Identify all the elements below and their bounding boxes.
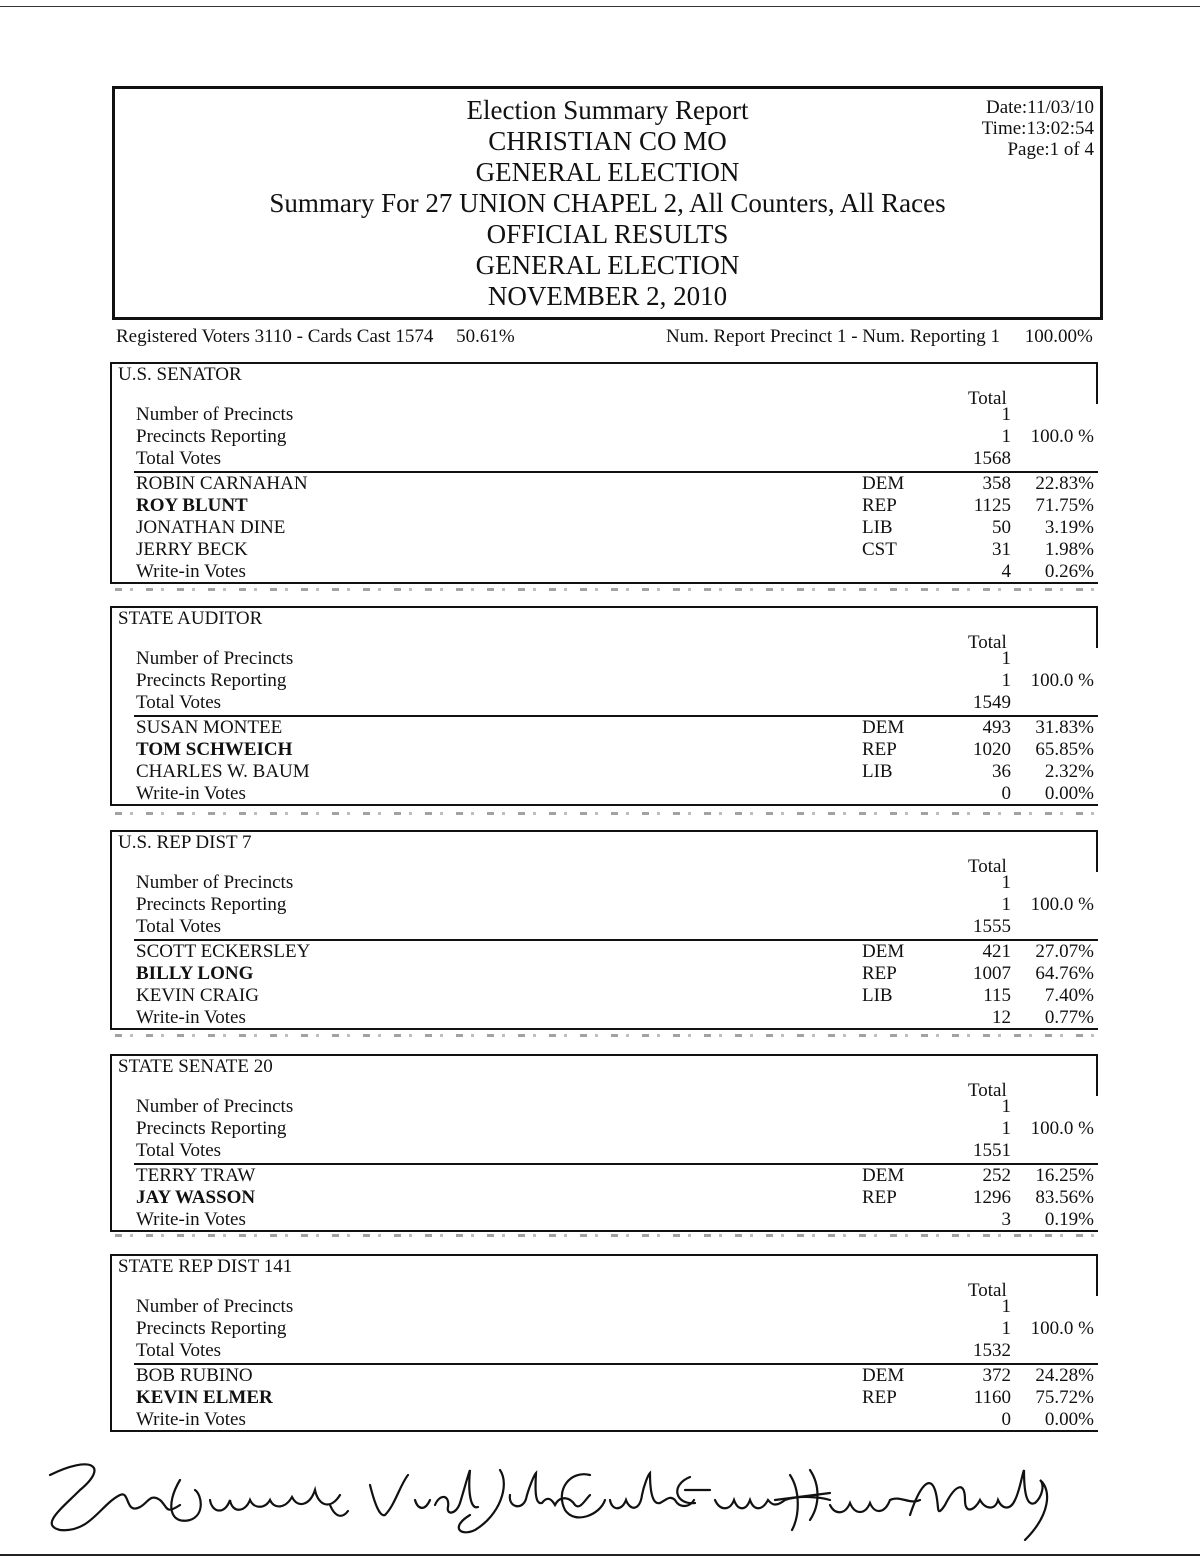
row-total: 1 [1001,1118,1011,1139]
race-title: STATE AUDITOR [118,608,263,629]
candidate-percent: 65.85% [1035,739,1094,760]
number-of-precincts-row [136,404,1096,426]
race-border [110,606,112,806]
candidate-votes: 0 [1001,783,1011,804]
scan-top-edge [0,6,1200,7]
race-title: U.S. SENATOR [118,364,242,385]
total-votes-row [136,916,1096,938]
county-name: CHRISTIAN CO MO [488,126,727,156]
candidate-row [136,783,1096,805]
candidate-votes: 3 [1001,1209,1011,1230]
report-meta [982,97,1094,160]
row-total: 1 [1001,426,1011,447]
number-of-precincts-row [136,1096,1096,1118]
candidate-votes: 358 [982,473,1011,494]
candidate-party: DEM [862,1165,905,1186]
candidate-row [136,1209,1096,1231]
handwritten-signatures [30,1445,1070,1555]
candidate-row [136,985,1096,1007]
candidate-percent: 0.26% [1044,561,1094,582]
candidate-name: KEVIN ELMER [136,1387,273,1408]
number-of-precincts-row [136,648,1096,670]
candidate-votes: 252 [982,1165,1011,1186]
candidate-votes: 1296 [973,1187,1011,1208]
total-votes-row [136,448,1096,470]
race-section [110,830,1098,1030]
candidate-percent: 75.72% [1035,1387,1094,1408]
row-label: Total Votes [136,1140,222,1161]
candidate-row [136,561,1096,583]
election-name-repeat: GENERAL ELECTION [475,250,740,280]
turnout-pct: 50.61% [456,326,515,347]
race-title: STATE SENATE 20 [118,1056,273,1077]
race-border [110,362,112,584]
row-total: 1549 [973,692,1011,713]
candidate-percent: 3.19% [1044,517,1094,538]
precincts-reporting-row [136,1118,1096,1140]
report-header-box [112,86,1103,320]
race-border [1096,830,1098,872]
total-column-header: Total [968,1080,1007,1101]
precinct-reporting-pct: 100.00% [1024,326,1093,347]
row-total: 1 [1001,894,1011,915]
summary-scope: Summary For 27 UNION CHAPEL 2, All Counters, All Races [269,188,946,218]
registered-voters-text: Registered Voters 3110 - Cards Cast 1574 [116,326,434,347]
candidate-name: ROBIN CARNAHAN [136,473,308,494]
row-label: Precincts Reporting [136,1118,287,1139]
candidate-name: BOB RUBINO [136,1365,253,1386]
candidate-percent: 27.07% [1035,941,1094,962]
election-date: NOVEMBER 2, 2010 [487,281,728,311]
candidate-row [136,761,1096,783]
candidate-votes: 36 [992,761,1011,782]
candidate-name: Write-in Votes [136,1409,246,1430]
candidate-party: CST [862,539,897,560]
total-votes-row [136,1140,1096,1162]
candidate-party: REP [862,963,897,984]
scan-noise [115,1234,1095,1237]
scan-bottom-edge [0,1554,1200,1556]
candidate-party: DEM [862,717,905,738]
total-column-header: Total [968,632,1007,653]
candidate-name: ROY BLUNT [136,495,248,516]
row-label: Number of Precincts [136,1096,294,1117]
row-label: Precincts Reporting [136,894,287,915]
registered-voters-summary [116,326,515,348]
candidate-row [136,739,1096,761]
row-total: 1 [1001,670,1011,691]
race-title: U.S. REP DIST 7 [118,832,252,853]
scan-noise [115,588,1095,591]
race-border [1096,1054,1098,1096]
candidate-votes: 1007 [973,963,1011,984]
candidate-name: Write-in Votes [136,783,246,804]
precincts-reporting-row [136,894,1096,916]
row-percent: 100.0 % [1030,1118,1094,1139]
candidate-row [136,717,1096,739]
candidate-name: TOM SCHWEICH [136,739,293,760]
race-border [110,830,112,1030]
precinct-reporting-text: Num. Report Precinct 1 - Num. Reporting 1 [666,326,1001,347]
report-page-number: Page:1 of 4 [1007,139,1094,160]
candidate-party: DEM [862,941,905,962]
precincts-reporting-row [136,1318,1096,1340]
results-status: OFFICIAL RESULTS [486,219,729,249]
candidate-row [136,941,1096,963]
race-border [110,1254,112,1432]
candidate-row [136,1387,1096,1409]
candidate-percent: 22.83% [1035,473,1094,494]
row-total: 1532 [973,1340,1011,1361]
candidate-name: JONATHAN DINE [136,517,286,538]
race-section [110,1254,1098,1432]
precincts-reporting-row [136,670,1096,692]
race-border [1096,1254,1098,1296]
candidate-percent: 0.77% [1044,1007,1094,1028]
row-label: Total Votes [136,916,222,937]
candidate-party: DEM [862,1365,905,1386]
candidate-row [136,539,1096,561]
candidate-name: Write-in Votes [136,1007,246,1028]
candidate-party: DEM [862,473,905,494]
candidate-percent: 83.56% [1035,1187,1094,1208]
candidate-party: REP [862,1187,897,1208]
candidate-row [136,1165,1096,1187]
candidate-row [136,473,1096,495]
row-total: 1 [1001,1096,1011,1117]
candidate-name: SCOTT ECKERSLEY [136,941,311,962]
candidate-name: JAY WASSON [136,1187,256,1208]
total-column-header: Total [968,1280,1007,1301]
scan-noise [115,1034,1095,1037]
row-label: Total Votes [136,692,222,713]
candidate-row [136,517,1096,539]
candidate-party: REP [862,739,897,760]
candidate-row [136,1409,1096,1431]
candidate-name: CHARLES W. BAUM [136,761,310,782]
race-section [110,606,1098,806]
row-total: 1 [1001,648,1011,669]
total-column-header: Total [968,388,1007,409]
candidate-votes: 50 [992,517,1011,538]
row-percent: 100.0 % [1030,426,1094,447]
row-label: Total Votes [136,1340,222,1361]
candidate-name: SUSAN MONTEE [136,717,283,738]
candidate-row [136,1007,1096,1029]
candidate-party: LIB [862,985,893,1006]
candidate-percent: 1.98% [1044,539,1094,560]
candidate-votes: 493 [982,717,1011,738]
row-percent: 100.0 % [1030,894,1094,915]
row-label: Precincts Reporting [136,426,287,447]
candidate-party: REP [862,1387,897,1408]
total-votes-row [136,692,1096,714]
candidate-votes: 372 [982,1365,1011,1386]
row-label: Precincts Reporting [136,670,287,691]
row-percent: 100.0 % [1030,670,1094,691]
candidate-percent: 71.75% [1035,495,1094,516]
candidate-votes: 0 [1001,1409,1011,1430]
candidate-party: LIB [862,761,893,782]
number-of-precincts-row [136,872,1096,894]
row-percent: 100.0 % [1030,1318,1094,1339]
candidate-name: BILLY LONG [136,963,254,984]
candidate-votes: 115 [983,985,1011,1006]
candidate-votes: 1160 [973,1387,1011,1408]
candidate-percent: 2.32% [1044,761,1094,782]
candidate-name: KEVIN CRAIG [136,985,259,1006]
number-of-precincts-row [136,1296,1096,1318]
candidate-name: JERRY BECK [136,539,248,560]
candidate-votes: 4 [1001,561,1011,582]
row-total: 1 [1001,1318,1011,1339]
row-label: Total Votes [136,448,222,469]
candidate-percent: 31.83% [1035,717,1094,738]
row-label: Number of Precincts [136,1296,294,1317]
row-total: 1568 [973,448,1011,469]
candidate-percent: 64.76% [1035,963,1094,984]
report-title: Election Summary Report [466,95,749,125]
candidate-percent: 16.25% [1035,1165,1094,1186]
race-border [110,362,1098,364]
race-section [110,362,1098,584]
candidate-votes: 31 [992,539,1011,560]
total-votes-row [136,1340,1096,1362]
row-label: Precincts Reporting [136,1318,287,1339]
race-title: STATE REP DIST 141 [118,1256,293,1277]
candidate-name: TERRY TRAW [136,1165,256,1186]
candidate-row [136,1365,1096,1387]
scan-noise [115,812,1095,815]
row-total: 1555 [973,916,1011,937]
report-date: Date:11/03/10 [986,97,1094,118]
race-border [1096,606,1098,648]
candidate-percent: 0.19% [1044,1209,1094,1230]
candidate-votes: 1125 [973,495,1011,516]
candidate-row [136,495,1096,517]
row-label: Number of Precincts [136,404,294,425]
race-border [1096,362,1098,404]
candidate-votes: 1020 [973,739,1011,760]
candidate-votes: 12 [992,1007,1011,1028]
precinct-reporting-summary [666,326,1093,348]
row-total: 1 [1001,872,1011,893]
report-time: Time:13:02:54 [981,118,1094,139]
candidate-party: REP [862,495,897,516]
candidate-percent: 24.28% [1035,1365,1094,1386]
row-total: 1 [1001,404,1011,425]
row-label: Number of Precincts [136,872,294,893]
candidate-name: Write-in Votes [136,1209,246,1230]
total-column-header: Total [968,856,1007,877]
row-total: 1551 [973,1140,1011,1161]
race-section [110,1054,1098,1232]
candidate-percent: 0.00% [1044,1409,1094,1430]
precincts-reporting-row [136,426,1096,448]
candidate-percent: 7.40% [1044,985,1094,1006]
race-border [110,1054,112,1232]
row-label: Number of Precincts [136,648,294,669]
candidate-row [136,1187,1096,1209]
candidate-name: Write-in Votes [136,561,246,582]
election-name: GENERAL ELECTION [475,157,740,187]
candidate-row [136,963,1096,985]
candidate-votes: 421 [982,941,1011,962]
race-border [110,830,1098,832]
candidate-percent: 0.00% [1044,783,1094,804]
row-total: 1 [1001,1296,1011,1317]
candidate-party: LIB [862,517,893,538]
